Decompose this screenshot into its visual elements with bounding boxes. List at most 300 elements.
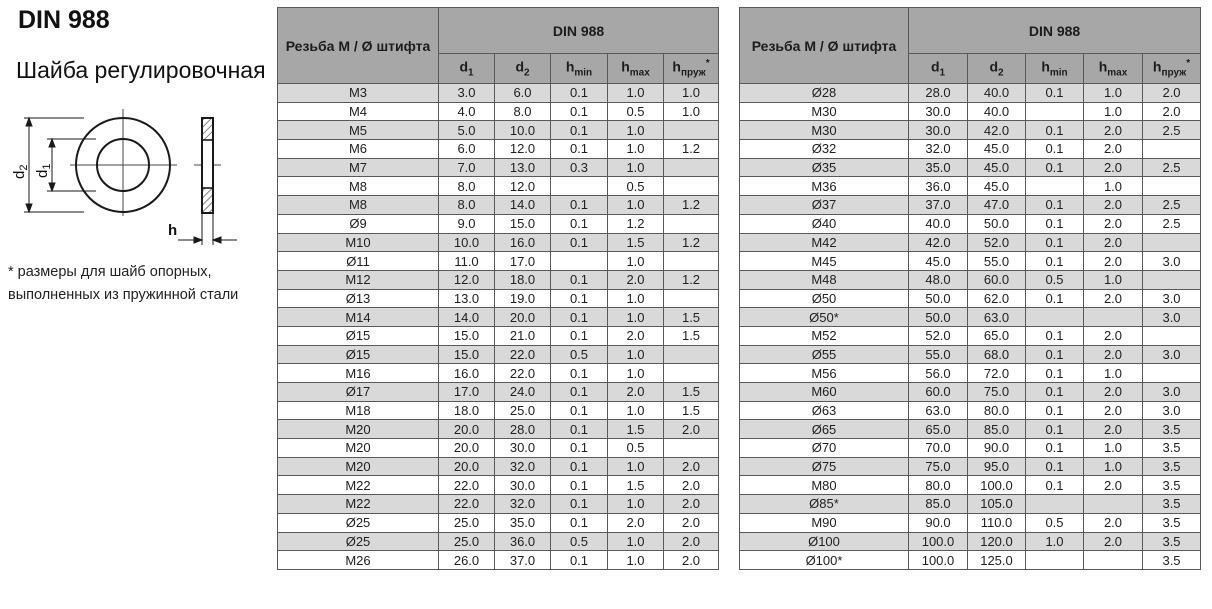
thread-size-cell: M42 [740,233,909,252]
value-cell: 25.0 [439,513,495,532]
table-row [740,270,1201,289]
value-cell: 1.0 [1084,364,1143,383]
value-cell: 50.0 [909,289,968,308]
value-cell: 0.1 [551,326,608,345]
value-cell [1084,308,1143,327]
value-cell: 40.0 [968,102,1026,121]
value-cell: 1.0 [608,308,664,327]
value-cell: 14.0 [495,196,551,215]
table-row [740,476,1201,495]
thread-size-cell: M3 [278,84,439,103]
value-cell: 35.0 [909,158,968,177]
value-cell: 4.0 [439,102,495,121]
value-cell: 1.0 [1026,532,1084,551]
value-cell: 75.0 [968,383,1026,402]
value-cell: 0.1 [551,420,608,439]
value-cell: 72.0 [968,364,1026,383]
table-row [740,252,1201,271]
value-cell [1143,364,1201,383]
thread-size-cell: Ø63 [740,401,909,420]
value-cell: 15.0 [439,345,495,364]
table-row [740,158,1201,177]
value-cell: 20.0 [439,420,495,439]
value-cell: 3.5 [1143,495,1201,514]
value-cell: 0.1 [551,513,608,532]
col-header-thread: Резьба М / Ø штифта [278,8,439,84]
value-cell: 12.0 [495,140,551,159]
value-cell: 37.0 [495,551,551,570]
col-header-d1: $d_1$ [439,54,495,84]
value-cell: 1.0 [608,364,664,383]
value-cell: 1.5 [608,420,664,439]
table-row [740,383,1201,402]
value-cell: 1.0 [608,140,664,159]
value-cell [1143,270,1201,289]
value-cell: 0.1 [551,121,608,140]
value-cell: 30.0 [909,121,968,140]
value-cell: 14.0 [439,308,495,327]
thread-size-cell: M20 [278,439,439,458]
value-cell [551,177,608,196]
table-row [278,476,719,495]
washer-side-view [194,118,221,213]
d2-label: $d_2$ [11,164,30,179]
value-cell: 0.1 [551,308,608,327]
value-cell [1084,495,1143,514]
table-row [740,364,1201,383]
value-cell: 2.0 [1143,102,1201,121]
value-cell: 2.0 [1084,383,1143,402]
value-cell: 13.0 [495,158,551,177]
value-cell: 19.0 [495,289,551,308]
thread-size-cell: Ø50* [740,308,909,327]
value-cell: 60.0 [909,383,968,402]
thread-size-cell: M56 [740,364,909,383]
table-row [740,308,1201,327]
value-cell: 32.0 [495,457,551,476]
value-cell: 1.0 [1084,102,1143,121]
footnote [8,261,238,307]
page-subtitle: Шайба регулировочная [16,57,266,83]
value-cell: 0.5 [551,345,608,364]
value-cell: 0.1 [551,476,608,495]
value-cell [1143,140,1201,159]
value-cell: 63.0 [909,401,968,420]
value-cell: 56.0 [909,364,968,383]
value-cell [664,158,719,177]
value-cell: 2.0 [664,513,719,532]
value-cell: 80.0 [968,401,1026,420]
value-cell: 0.1 [551,551,608,570]
table-row [278,121,719,140]
value-cell [664,177,719,196]
value-cell: 1.0 [608,401,664,420]
value-cell: 1.0 [608,84,664,103]
value-cell: 20.0 [439,457,495,476]
value-cell: 0.1 [551,196,608,215]
value-cell: 2.0 [664,551,719,570]
table-row [740,345,1201,364]
col-header-hmax: $h_{max}$ [608,54,664,84]
table-row [278,420,719,439]
value-cell: 1.0 [608,252,664,271]
table-row [278,551,719,570]
value-cell: 3.0 [1143,401,1201,420]
thread-size-cell: Ø17 [278,383,439,402]
value-cell: 28.0 [909,84,968,103]
table-row [278,158,719,177]
table-row [740,513,1201,532]
value-cell: 5.0 [439,121,495,140]
value-cell: 8.0 [439,196,495,215]
value-cell [1026,495,1084,514]
thread-size-cell: Ø75 [740,457,909,476]
value-cell: 2.0 [608,270,664,289]
value-cell: 52.0 [909,326,968,345]
value-cell: 36.0 [495,532,551,551]
value-cell: 0.1 [551,401,608,420]
value-cell: 17.0 [439,383,495,402]
value-cell: 21.0 [495,326,551,345]
value-cell: 2.0 [1084,513,1143,532]
footnote-line: выполненных из пружинной стали [8,287,239,303]
value-cell: 1.0 [664,102,719,121]
value-cell: 3.0 [1143,345,1201,364]
value-cell: 9.0 [439,214,495,233]
value-cell: 2.5 [1143,158,1201,177]
value-cell: 2.0 [1084,345,1143,364]
thread-size-cell: M20 [278,457,439,476]
spec-table-left [277,7,719,570]
thread-size-cell: M48 [740,270,909,289]
value-cell: 1.0 [608,289,664,308]
table-row [278,495,719,514]
spec-table-right [739,7,1201,570]
table-row [278,252,719,271]
thread-size-cell: M45 [740,252,909,271]
table-row [278,308,719,327]
value-cell: 0.1 [551,383,608,402]
value-cell: 0.1 [1026,364,1084,383]
table-row [278,84,719,103]
table-row [740,177,1201,196]
thread-size-cell: M12 [278,270,439,289]
value-cell: 0.1 [1026,252,1084,271]
value-cell: 0.3 [551,158,608,177]
value-cell: 3.5 [1143,476,1201,495]
value-cell: 0.1 [551,233,608,252]
value-cell: 2.0 [608,326,664,345]
thread-size-cell: Ø15 [278,345,439,364]
value-cell: 17.0 [495,252,551,271]
value-cell: 0.5 [608,177,664,196]
value-cell: 0.1 [1026,140,1084,159]
value-cell: 2.0 [1084,326,1143,345]
table-row [278,401,719,420]
value-cell: 2.0 [1084,233,1143,252]
value-cell [1084,551,1143,570]
value-cell: 0.1 [1026,457,1084,476]
value-cell: 0.1 [1026,383,1084,402]
thread-size-cell: M14 [278,308,439,327]
value-cell: 18.0 [439,401,495,420]
table-row [278,457,719,476]
table-row [740,121,1201,140]
value-cell: 0.1 [1026,84,1084,103]
value-cell: 110.0 [968,513,1026,532]
table-row [278,513,719,532]
value-cell: 10.0 [439,233,495,252]
value-cell: 7.0 [439,158,495,177]
col-header-hspring: $h_{пруж}^*$ [664,54,719,84]
table-row [278,233,719,252]
value-cell: 45.0 [909,252,968,271]
value-cell [1143,326,1201,345]
value-cell: 2.0 [1084,476,1143,495]
value-cell: 60.0 [968,270,1026,289]
value-cell: 3.0 [1143,308,1201,327]
value-cell: 52.0 [968,233,1026,252]
value-cell: 3.0 [1143,383,1201,402]
table-row [278,214,719,233]
thread-size-cell: M30 [740,102,909,121]
thread-size-cell: Ø15 [278,326,439,345]
value-cell: 65.0 [968,326,1026,345]
thread-size-cell: Ø25 [278,513,439,532]
table-row [740,233,1201,252]
value-cell: 1.5 [664,308,719,327]
value-cell: 1.2 [664,140,719,159]
value-cell: 32.0 [909,140,968,159]
value-cell: 0.1 [551,84,608,103]
value-cell: 0.1 [551,439,608,458]
value-cell: 2.0 [1143,84,1201,103]
value-cell: 55.0 [968,252,1026,271]
thread-size-cell: Ø100* [740,551,909,570]
value-cell: 2.0 [1084,420,1143,439]
table-row [278,532,719,551]
col-header-hmin: $h_{min}$ [551,54,608,84]
value-cell: 1.0 [664,84,719,103]
value-cell: 0.1 [1026,439,1084,458]
table-row [278,383,719,402]
table-row [740,439,1201,458]
value-cell: 6.0 [439,140,495,159]
value-cell: 68.0 [968,345,1026,364]
value-cell: 30.0 [495,476,551,495]
value-cell: 1.2 [664,270,719,289]
table-group-header: DIN 988 [909,8,1201,54]
value-cell: 1.0 [608,196,664,215]
value-cell: 36.0 [909,177,968,196]
value-cell: 16.0 [439,364,495,383]
d1-label: $d_1$ [34,163,53,178]
value-cell: 55.0 [909,345,968,364]
table-row [740,495,1201,514]
table-row [278,102,719,121]
value-cell: 0.5 [1026,513,1084,532]
col-header-hmin: $h_{min}$ [1026,54,1084,84]
value-cell: 42.0 [968,121,1026,140]
value-cell: 2.5 [1143,121,1201,140]
table-row [278,196,719,215]
value-cell [551,252,608,271]
value-cell: 47.0 [968,196,1026,215]
value-cell: 0.1 [551,102,608,121]
table-row [740,140,1201,159]
value-cell: 2.0 [664,476,719,495]
washer-technical-drawing [0,103,265,255]
value-cell: 3.5 [1143,532,1201,551]
thread-size-cell: M18 [278,401,439,420]
thread-size-cell: M4 [278,102,439,121]
value-cell: 2.0 [1084,121,1143,140]
table-row [740,84,1201,103]
value-cell: 50.0 [909,308,968,327]
value-cell: 42.0 [909,233,968,252]
value-cell: 2.0 [1084,214,1143,233]
thread-size-cell: Ø85* [740,495,909,514]
table-row [278,270,719,289]
value-cell: 65.0 [909,420,968,439]
table-row [278,140,719,159]
value-cell: 10.0 [495,121,551,140]
value-cell: 62.0 [968,289,1026,308]
value-cell [1026,102,1084,121]
value-cell: 85.0 [968,420,1026,439]
value-cell: 100.0 [909,532,968,551]
value-cell: 0.1 [1026,345,1084,364]
value-cell: 0.5 [551,532,608,551]
value-cell: 40.0 [909,214,968,233]
value-cell: 100.0 [909,551,968,570]
value-cell: 70.0 [909,439,968,458]
value-cell: 25.0 [495,401,551,420]
col-header-d2: $d_2$ [968,54,1026,84]
table-row [740,532,1201,551]
thread-size-cell: Ø13 [278,289,439,308]
value-cell: 1.2 [664,196,719,215]
value-cell: 1.0 [608,457,664,476]
value-cell: 1.5 [608,476,664,495]
value-cell: 2.0 [1084,252,1143,271]
table-row [278,326,719,345]
value-cell: 1.0 [608,495,664,514]
thread-size-cell: M20 [278,420,439,439]
thread-size-cell: M6 [278,140,439,159]
value-cell: 1.2 [608,214,664,233]
value-cell: 22.0 [495,345,551,364]
value-cell: 2.0 [1084,532,1143,551]
value-cell [1143,233,1201,252]
value-cell: 16.0 [495,233,551,252]
thread-size-cell: M36 [740,177,909,196]
value-cell: 6.0 [495,84,551,103]
thread-size-cell: M22 [278,476,439,495]
value-cell: 1.0 [608,532,664,551]
thread-size-cell: Ø35 [740,158,909,177]
value-cell: 3.0 [1143,289,1201,308]
value-cell: 3.5 [1143,420,1201,439]
value-cell: 2.0 [1084,140,1143,159]
value-cell: 0.1 [551,270,608,289]
value-cell: 0.1 [1026,326,1084,345]
value-cell: 3.0 [1143,252,1201,271]
col-header-hspring: $h_{пруж}^*$ [1143,54,1201,84]
value-cell: 1.0 [1084,177,1143,196]
value-cell: 35.0 [495,513,551,532]
value-cell: 85.0 [909,495,968,514]
value-cell: 11.0 [439,252,495,271]
h-label: h [168,222,178,239]
col-header-d1: $d_1$ [909,54,968,84]
value-cell: 0.1 [1026,233,1084,252]
value-cell: 26.0 [439,551,495,570]
value-cell [1026,308,1084,327]
value-cell: 0.1 [1026,476,1084,495]
thread-size-cell: M16 [278,364,439,383]
value-cell: 1.0 [608,121,664,140]
table-row [278,345,719,364]
thread-size-cell: Ø25 [278,532,439,551]
value-cell: 2.0 [664,495,719,514]
value-cell: 2.0 [664,532,719,551]
value-cell: 3.5 [1143,551,1201,570]
value-cell [664,214,719,233]
value-cell: 0.1 [1026,158,1084,177]
value-cell: 2.0 [1084,158,1143,177]
value-cell: 1.0 [1084,84,1143,103]
value-cell: 30.0 [495,439,551,458]
value-cell: 0.5 [608,439,664,458]
h-dimension [178,213,237,245]
thread-size-cell: M7 [278,158,439,177]
value-cell [1026,551,1084,570]
value-cell: 2.0 [608,383,664,402]
value-cell: 20.0 [495,308,551,327]
value-cell [664,121,719,140]
thread-size-cell: Ø9 [278,214,439,233]
value-cell: 0.5 [608,102,664,121]
value-cell: 25.0 [439,532,495,551]
value-cell: 1.5 [664,401,719,420]
washer-front-view [70,109,177,216]
value-cell: 1.0 [1084,457,1143,476]
thread-size-cell: M5 [278,121,439,140]
value-cell: 80.0 [909,476,968,495]
value-cell: 8.0 [439,177,495,196]
thread-size-cell: Ø50 [740,289,909,308]
value-cell [1026,177,1084,196]
value-cell: 15.0 [439,326,495,345]
value-cell: 48.0 [909,270,968,289]
thread-size-cell: Ø55 [740,345,909,364]
value-cell: 0.5 [1026,270,1084,289]
value-cell: 1.0 [608,551,664,570]
thread-size-cell: Ø100 [740,532,909,551]
value-cell: 125.0 [968,551,1026,570]
value-cell: 0.1 [1026,420,1084,439]
value-cell: 45.0 [968,177,1026,196]
thread-size-cell: Ø32 [740,140,909,159]
value-cell: 2.0 [1084,401,1143,420]
table-row [740,102,1201,121]
value-cell: 37.0 [909,196,968,215]
value-cell: 22.0 [495,364,551,383]
value-cell: 3.5 [1143,513,1201,532]
value-cell: 13.0 [439,289,495,308]
value-cell: 22.0 [439,495,495,514]
